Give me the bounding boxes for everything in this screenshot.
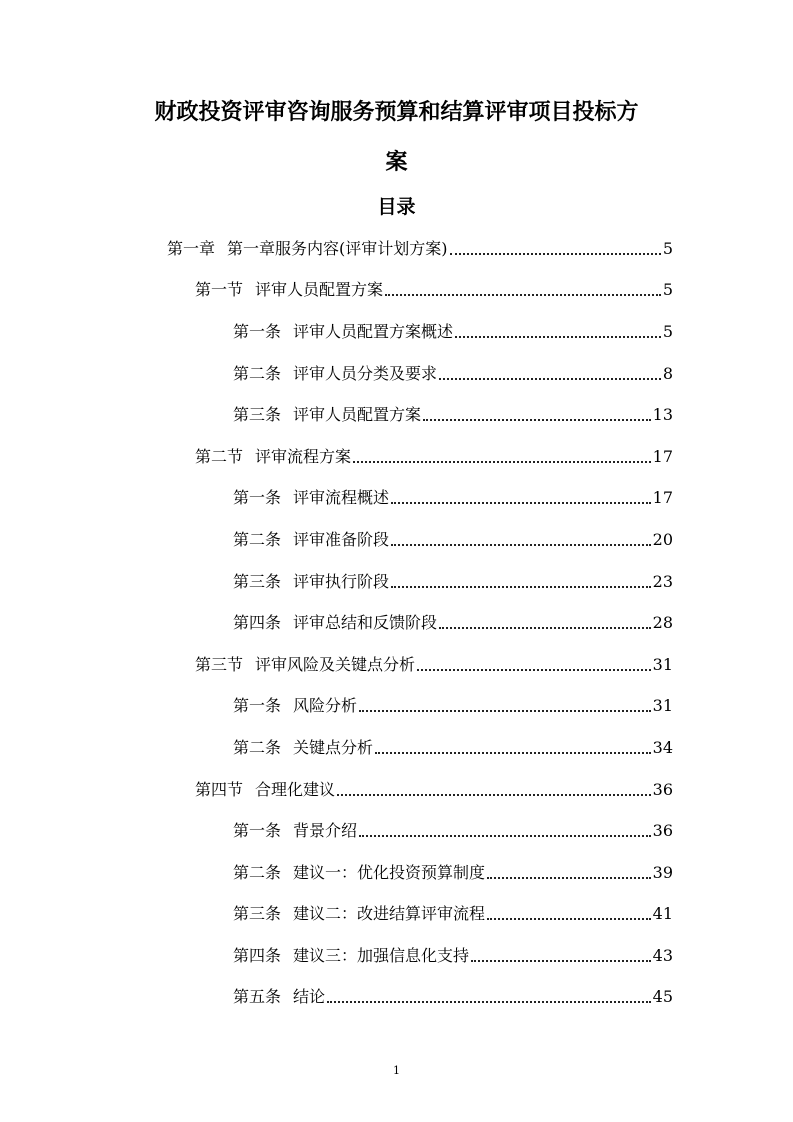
- toc-entry-title: 结论: [293, 987, 326, 1007]
- toc-entry-number: 第四条: [233, 613, 282, 633]
- toc-entry-page: 5: [662, 238, 673, 258]
- toc-entry-page: 39: [652, 862, 673, 882]
- toc-entry-title: 评审流程概述: [293, 488, 390, 508]
- dot-leader: [359, 696, 651, 716]
- toc-entry-title: 评审人员配置方案: [293, 405, 422, 425]
- dot-leader: [439, 364, 661, 384]
- toc-entry-number: 第二条: [233, 862, 282, 882]
- toc-entry[interactable]: [0, 894, 793, 936]
- toc-entry-page: 8: [662, 363, 673, 383]
- toc-entry[interactable]: [0, 852, 793, 894]
- toc-entry-title: 评审流程方案: [255, 446, 352, 466]
- dot-leader: [391, 530, 651, 550]
- page-number: 1: [393, 1064, 400, 1077]
- toc-entry[interactable]: [0, 935, 793, 977]
- toc-entry-title: 合理化建议: [255, 779, 336, 799]
- toc-entry-page: 17: [652, 488, 673, 508]
- toc-entry-number: 第三节: [195, 654, 244, 674]
- dot-leader: [487, 904, 651, 924]
- toc-entry-title: 建议三：加强信息化支持: [293, 945, 470, 965]
- toc-entry-page: 5: [662, 280, 673, 300]
- dot-leader: [385, 280, 661, 300]
- toc-entry-number: 第一章: [167, 238, 216, 258]
- toc-entry-number: 第四条: [233, 945, 282, 965]
- dot-leader: [450, 239, 661, 259]
- toc-entry-number: 第四节: [195, 779, 244, 799]
- toc-entry-title: 评审人员分类及要求: [293, 363, 438, 383]
- toc-entry-page: 41: [652, 904, 673, 924]
- toc-entry-title: 建议一：优化投资预算制度: [293, 862, 486, 882]
- toc-heading: 目录: [377, 196, 416, 218]
- toc-entry[interactable]: [0, 519, 793, 561]
- document-title-line-2: 案: [385, 150, 408, 175]
- toc-entry-number: 第三条: [233, 904, 282, 924]
- toc-entry-title: 评审人员配置方案概述: [293, 321, 454, 341]
- toc-entry-page: 13: [652, 405, 673, 425]
- toc-entry-number: 第一条: [233, 321, 282, 341]
- toc-entry-title: 评审风险及关键点分析: [255, 654, 416, 674]
- toc-entry[interactable]: [0, 602, 793, 644]
- toc-entry[interactable]: [0, 394, 793, 436]
- dot-leader: [455, 322, 661, 342]
- toc-entry-page: 28: [652, 613, 673, 633]
- toc-entry[interactable]: [0, 561, 793, 603]
- dot-leader: [337, 780, 651, 800]
- toc-entry-page: 34: [652, 737, 673, 757]
- dot-leader: [353, 447, 651, 467]
- toc-entry[interactable]: [0, 810, 793, 852]
- dot-leader: [375, 738, 651, 758]
- toc-entry[interactable]: [0, 644, 793, 686]
- toc-entry[interactable]: [0, 436, 793, 478]
- toc-entry-title: 评审人员配置方案: [255, 280, 384, 300]
- toc-entry-number: 第二节: [195, 446, 244, 466]
- toc-entry-title: 建议二：改进结算评审流程: [293, 904, 486, 924]
- dot-leader: [439, 613, 651, 633]
- toc-entry-number: 第一条: [233, 821, 282, 841]
- toc-entry[interactable]: [0, 686, 793, 728]
- toc-entry-page: 31: [652, 654, 673, 674]
- toc-entry[interactable]: [0, 977, 793, 1019]
- toc-entry-number: 第二条: [233, 529, 282, 549]
- toc-entry-number: 第一条: [233, 488, 282, 508]
- toc-entry[interactable]: [0, 727, 793, 769]
- toc-entry[interactable]: [0, 270, 793, 312]
- dot-leader: [423, 405, 651, 425]
- toc-entry[interactable]: [0, 228, 793, 270]
- toc-entry-page: 36: [652, 821, 673, 841]
- toc-entry-title: 风险分析: [293, 696, 358, 716]
- dot-leader: [417, 655, 651, 675]
- dot-leader: [471, 946, 651, 966]
- table-of-contents: [0, 228, 793, 1018]
- toc-entry-number: 第五条: [233, 987, 282, 1007]
- toc-entry-page: 5: [662, 321, 673, 341]
- toc-entry-number: 第三条: [233, 571, 282, 591]
- toc-entry-page: 45: [652, 987, 673, 1007]
- dot-leader: [391, 488, 651, 508]
- toc-entry-title: 背景介绍: [293, 821, 358, 841]
- dot-leader: [327, 987, 651, 1007]
- toc-entry[interactable]: [0, 311, 793, 353]
- toc-entry-number: 第一条: [233, 696, 282, 716]
- toc-entry-page: 20: [652, 529, 673, 549]
- toc-entry-number: 第二条: [233, 737, 282, 757]
- toc-entry-page: 17: [652, 446, 673, 466]
- dot-leader: [487, 863, 651, 883]
- toc-entry-title: 第一章服务内容(评审计划方案): [227, 238, 448, 258]
- toc-entry-title: 评审总结和反馈阶段: [293, 613, 438, 633]
- toc-entry-page: 23: [652, 571, 673, 591]
- toc-entry-page: 36: [652, 779, 673, 799]
- toc-entry[interactable]: [0, 353, 793, 395]
- toc-entry-title: 关键点分析: [293, 737, 374, 757]
- toc-entry-number: 第三条: [233, 405, 282, 425]
- toc-entry-page: 31: [652, 696, 673, 716]
- toc-entry[interactable]: [0, 769, 793, 811]
- toc-entry[interactable]: [0, 478, 793, 520]
- dot-leader: [359, 821, 651, 841]
- toc-entry-title: 评审准备阶段: [293, 529, 390, 549]
- document-title-line-1: 财政投资评审咨询服务预算和结算评审项目投标方: [154, 100, 639, 125]
- toc-entry-page: 43: [652, 945, 673, 965]
- dot-leader: [391, 572, 651, 592]
- toc-entry-title: 评审执行阶段: [293, 571, 390, 591]
- toc-entry-number: 第一节: [195, 280, 244, 300]
- toc-entry-number: 第二条: [233, 363, 282, 383]
